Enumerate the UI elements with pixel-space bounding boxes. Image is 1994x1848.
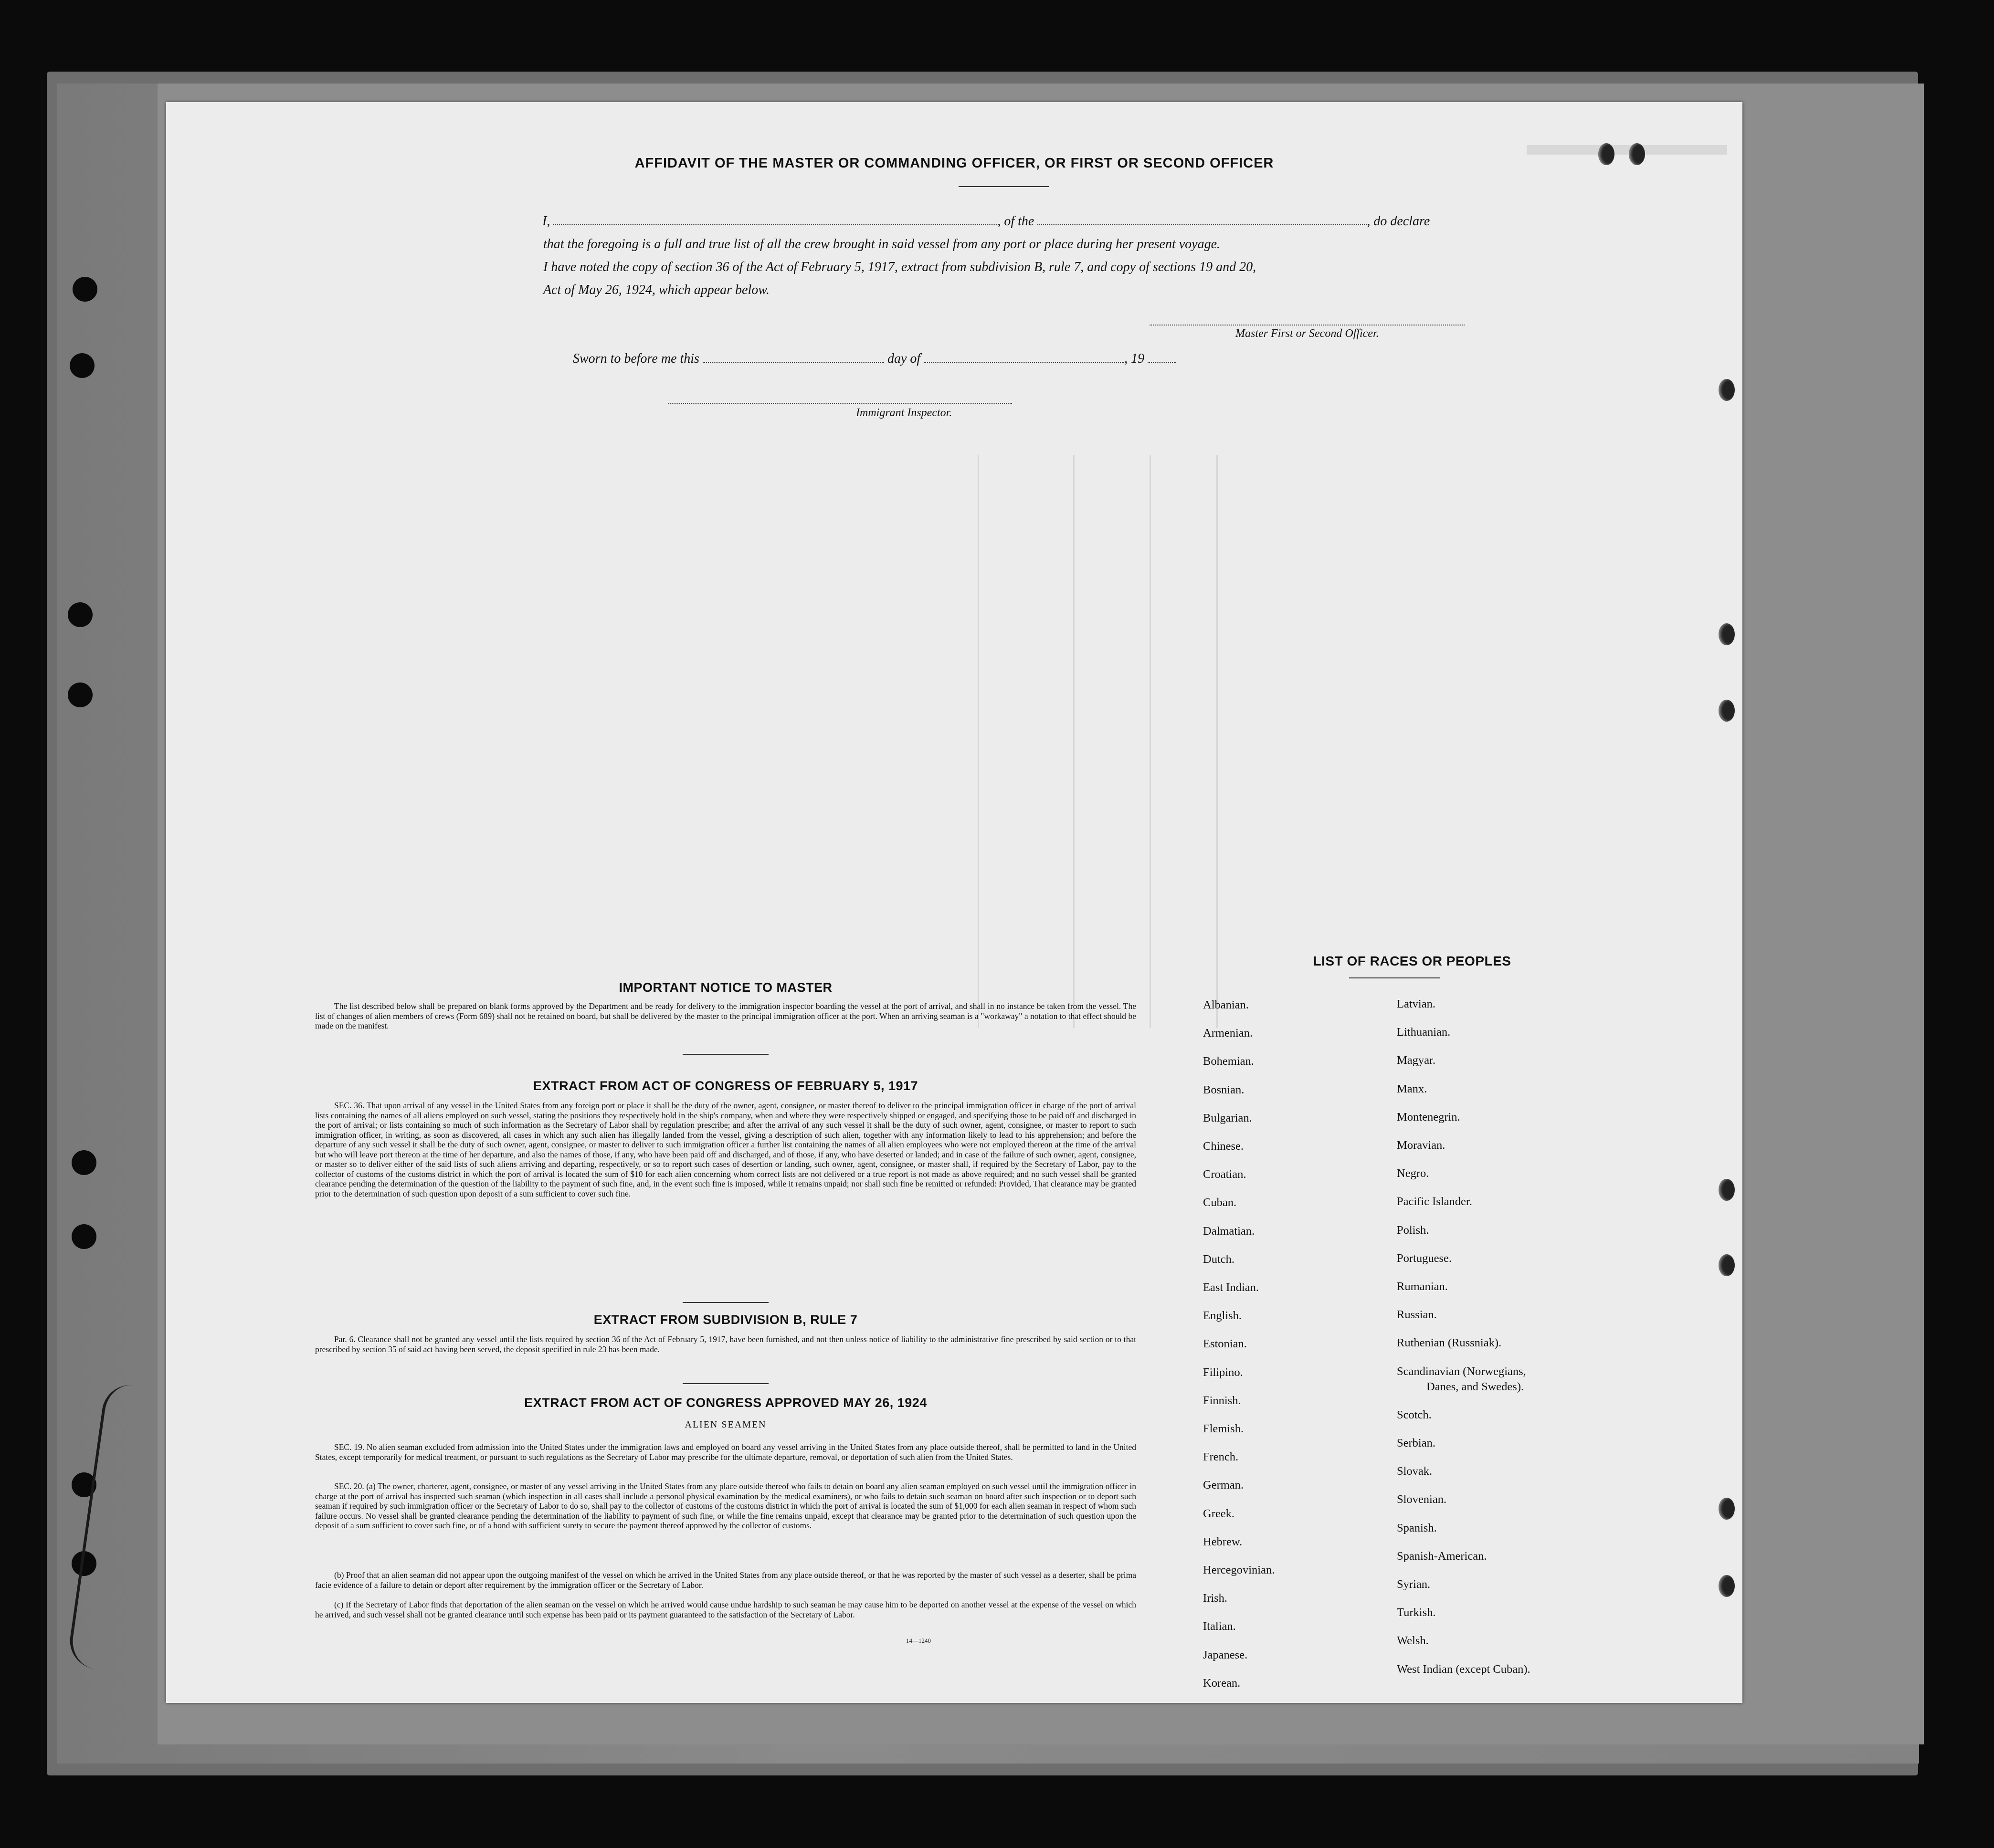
section-divider	[683, 1054, 769, 1055]
do-declare-label: , do declare	[1367, 214, 1430, 229]
race-item: Serbian.	[1397, 1437, 1435, 1449]
of-the-label: , of the	[997, 214, 1034, 229]
race-item: Latvian.	[1397, 998, 1435, 1010]
form-page	[166, 102, 1742, 1703]
race-item: English.	[1203, 1309, 1242, 1323]
sworn-year-blank[interactable]	[1148, 354, 1176, 363]
section-20c-text: (c) If the Secretary of Labor finds that deportation of the alien seaman on the vessel on which he arrived would cause undue hardship to such seaman he may cause him to be deported on another vessel at the expense of the vessel on which he arrived, and such vessel shall not be granted clearance until such expense has been paid or its payment guaranteed to the satisfaction of the Secretary of Labor.	[315, 1600, 1136, 1619]
race-item: Korean.	[1203, 1676, 1241, 1690]
affidavit-line-2: that the foregoing is a full and true list of all the crew brought in said vessel from any port or place during her present voyage.	[543, 237, 1221, 252]
form-number: 14—1240	[906, 1637, 931, 1644]
punch-hole	[1719, 700, 1735, 722]
race-item: Bulgarian.	[1203, 1111, 1252, 1124]
punch-hole	[1719, 379, 1735, 401]
race-item: Rumanian.	[1397, 1280, 1448, 1293]
bleed-through-column	[1073, 455, 1075, 1028]
section-divider	[683, 1383, 769, 1384]
affidavit-line-4: Act of May 26, 1924, which appear below.	[543, 283, 770, 297]
race-item: Filipino.	[1203, 1365, 1243, 1379]
race-item: Manx.	[1397, 1082, 1427, 1095]
sworn-label: Sworn to before me this	[573, 351, 699, 366]
race-item: Scotch.	[1397, 1408, 1432, 1421]
race-item: Danes, and Swedes).	[1426, 1380, 1524, 1393]
race-item: Japanese.	[1203, 1648, 1248, 1661]
officer-signature-line[interactable]	[1150, 325, 1465, 326]
day-of-label: day of	[887, 351, 921, 366]
section-divider	[683, 1302, 769, 1303]
i-label: I,	[542, 214, 550, 229]
race-item: Italian.	[1203, 1620, 1236, 1633]
race-item: Greek.	[1203, 1507, 1234, 1520]
extract-1917-title: EXTRACT FROM ACT OF CONGRESS OF FEBRUARY 5, 1917	[533, 1079, 918, 1093]
race-item: Cuban.	[1203, 1196, 1237, 1209]
race-item: Montenegrin.	[1397, 1110, 1460, 1124]
race-item: Syrian.	[1397, 1578, 1431, 1591]
race-item: German.	[1203, 1479, 1244, 1492]
sworn-day-blank[interactable]	[703, 354, 884, 363]
sworn-month-blank[interactable]	[924, 354, 1124, 363]
inspector-signature-line[interactable]	[668, 403, 1012, 404]
affidavit-line-3: I have noted the copy of section 36 of the Act of February 5, 1917, extract from subdivision B, rule 7, and copy of sections 19 and 20,	[543, 260, 1256, 274]
officer-caption: Master First or Second Officer.	[1235, 327, 1379, 340]
race-item: Hebrew.	[1203, 1535, 1243, 1548]
race-item: Turkish.	[1397, 1606, 1436, 1619]
binder-hole	[72, 1150, 96, 1175]
bleed-through-column	[1216, 455, 1218, 1028]
binder-hole	[73, 277, 97, 302]
affidavit-declaration-line	[542, 214, 1430, 229]
notice-title: IMPORTANT NOTICE TO MASTER	[619, 980, 833, 995]
subdivision-b-body: Par. 6. Clearance shall not be granted any vessel until the lists required by section 36 of the Act of February 5, 1917, have been furnished, and not then unless notice of liability to the administrative fine prescribed by said section or to that prescribed by section 35 of said act having been served, the deposit specified in rule 23 has been made.	[315, 1334, 1136, 1354]
race-item: East Indian.	[1203, 1281, 1259, 1294]
bleed-through-column	[1150, 455, 1151, 1028]
race-item: Slovak.	[1397, 1465, 1433, 1478]
race-item: Portuguese.	[1397, 1251, 1452, 1265]
title-divider	[959, 186, 1049, 187]
race-item: Dalmatian.	[1203, 1224, 1255, 1238]
affidavit-title: AFFIDAVIT OF THE MASTER OR COMMANDING OFFICER, OR FIRST OR SECOND OFFICER	[634, 156, 1274, 171]
inspector-caption: Immigrant Inspector.	[856, 407, 952, 419]
race-item: Spanish.	[1397, 1521, 1437, 1534]
races-title: LIST OF RACES OR PEOPLES	[1313, 954, 1511, 968]
name-blank[interactable]	[553, 217, 997, 225]
bleed-through-header	[1527, 145, 1727, 155]
race-item: Negro.	[1397, 1167, 1429, 1180]
race-item: Flemish.	[1203, 1422, 1244, 1435]
race-item: Pacific Islander.	[1397, 1195, 1472, 1208]
extract-1917-body: SEC. 36. That upon arrival of any vessel in the United States from any foreign port or place it shall be the duty of the owner, agent, consignee, or master thereof to deliver to the principal immigration officer in charge of the port of arrival lists containing the names of all aliens employed on such vessel, stating the positions they respectively hold in the ship's company, when and where they were respectively shipped or engaged, and specifying those to be paid off and discharged in the port of arrival; or lists containing so much of such information as the Secretary of Labor shall by regulation prescribe; and after the arrival of any such vessel it shall be the duty of such owner, agent, consignee, or master to report to such immigration officer, in writing, as soon as discovered, all cases in which any such alien has illegally landed from the vessel, giving a description of such alien, together with any information likely to lead to his apprehension; and before the departure of any such vessel it shall be the duty of such owner, agent, consignee, or master to deliver to such immigration officer a further list containing the names of all alien employees who were not employed thereon at the time of the arrival but who will leave port thereon at the time of her departure, and also the names of those, if any, who have been paid off and discharged, and of those, if any, who have deserted or landed; and in case of the failure of such owner, agent, consignee, or master so to deliver either of the said lists of such aliens arriving and departing, respectively, or so to report such cases of desertion or landing, such owner, agent, consignee, or master shall, if required by the Secretary of Labor, pay to the collector of customs of the customs district in which the port of arrival is located the sum of $10 for each alien concerning whom correct lists are not delivered or a true report is not made as above required; and no such vessel shall be granted clearance pending the determination of the question of the liability to the payment of such fine, and, in the event such fine is imposed, while it remains unpaid; nor shall such fine be remitted or refunded: Provided, That clearance may be granted prior to the determination of such question upon deposit of a sum sufficient to cover such fine.	[315, 1101, 1136, 1198]
race-item: Estonian.	[1203, 1337, 1247, 1351]
races-title-divider	[1349, 977, 1440, 978]
race-item: Bosnian.	[1203, 1083, 1245, 1096]
race-item: Dutch.	[1203, 1252, 1234, 1266]
vessel-blank[interactable]	[1037, 217, 1367, 225]
race-item: Welsh.	[1397, 1634, 1429, 1648]
race-item: Russian.	[1397, 1308, 1437, 1322]
extract-1924-title: EXTRACT FROM ACT OF CONGRESS APPROVED MAY 26, 1924	[524, 1396, 927, 1410]
punch-hole	[1719, 1254, 1735, 1276]
race-item: Spanish-American.	[1397, 1549, 1487, 1563]
race-item: Ruthenian (Russniak).	[1397, 1336, 1502, 1350]
notice-body: The list described below shall be prepared on blank forms approved by the Department and be ready for delivery to the immigration inspector boarding the vessel at the port of arrival, and shall in no instance be taken from the vessel. The list of changes of alien members of crews (Form 689) shall not be retained on board, but shall be delivered by the master to the principal immigration officer at the port. When an arriving seaman is a "workaway" a notation to that effect should be made on the manifest.	[315, 1001, 1136, 1030]
punch-hole	[1719, 1498, 1735, 1520]
binder-hole	[68, 682, 93, 707]
section-19-text: SEC. 19. No alien seaman excluded from admission into the United States under the immigration laws and employed on board any vessel arriving in the United States from any place outside thereof, shall be permitted to land in the United States, except temporarily for medical treatment, or pursuant to such regulations as the Secretary of Labor may prescribe for the ultimate departure, removal, or deportation of such alien from the United States.	[315, 1442, 1136, 1462]
year-label: , 19	[1124, 351, 1145, 366]
race-item: Lithuanian.	[1397, 1026, 1451, 1039]
race-item: Armenian.	[1203, 1027, 1253, 1040]
binder-hole	[70, 353, 95, 378]
race-item: Croatian.	[1203, 1168, 1246, 1181]
race-item: Albanian.	[1203, 998, 1249, 1011]
race-item: Chinese.	[1203, 1140, 1244, 1153]
subdivision-b-title: EXTRACT FROM SUBDIVISION B, RULE 7	[593, 1312, 858, 1327]
race-item: French.	[1203, 1450, 1239, 1464]
bleed-through-column	[978, 455, 979, 1028]
race-item: Irish.	[1203, 1592, 1228, 1605]
section-20b-text: (b) Proof that an alien seaman did not appear upon the outgoing manifest of the vessel on which he arrived in the United States from any place outside thereof, or that he was reported by the master of such vessel as a deserter, shall be prima facie evidence of a failure to detain or deport after requirement by the immigration officer or the Secretary of Labor.	[315, 1570, 1136, 1590]
punch-hole	[1719, 623, 1735, 645]
race-item: West Indian (except Cuban).	[1397, 1662, 1530, 1676]
section-20a-text: SEC. 20. (a) The owner, charterer, agent, consignee, or master of any vessel arriving in the United States from any place outside thereof who fails to detain on board any alien seaman employed on such vessel until the immigration officer in charge at the port of arrival has inspected such seaman (which inspection in all cases shall include a personal physical examination by the medical examiners), or who fails to detain such seaman on board after such inspection or to deport such seaman if required by such immigration officer or the Secretary of Labor to do so, shall pay to the collector of customs of the customs district in which the port of arrival is located the sum of $1,000 for each alien seaman in respect of whom such failure occurs. No vessel shall be granted clearance pending the determination of the liability to payment of such fine, or while the fine remains unpaid, except that clearance may be granted prior to the determination of such question upon the deposit of a sum sufficient to cover such fine, or of a bond with sufficient surety to secure the payment thereof approved by the collector of customs.	[315, 1481, 1136, 1530]
race-item: Bohemian.	[1203, 1055, 1254, 1068]
race-item: Hercegovinian.	[1203, 1564, 1275, 1576]
race-item: Finnish.	[1203, 1394, 1241, 1407]
sworn-line	[573, 351, 1176, 367]
race-item: Moravian.	[1397, 1139, 1445, 1152]
race-item: Slovenian.	[1397, 1493, 1447, 1506]
punch-hole	[1719, 1179, 1735, 1201]
race-item: Polish.	[1397, 1223, 1429, 1237]
race-item: Magyar.	[1397, 1054, 1435, 1067]
alien-seamen-subtitle: ALIEN SEAMEN	[685, 1419, 767, 1430]
binder-hole	[68, 602, 93, 627]
binder-hole	[72, 1224, 96, 1249]
punch-hole	[1719, 1575, 1735, 1597]
race-item: Scandinavian (Norwegians,	[1397, 1365, 1526, 1378]
